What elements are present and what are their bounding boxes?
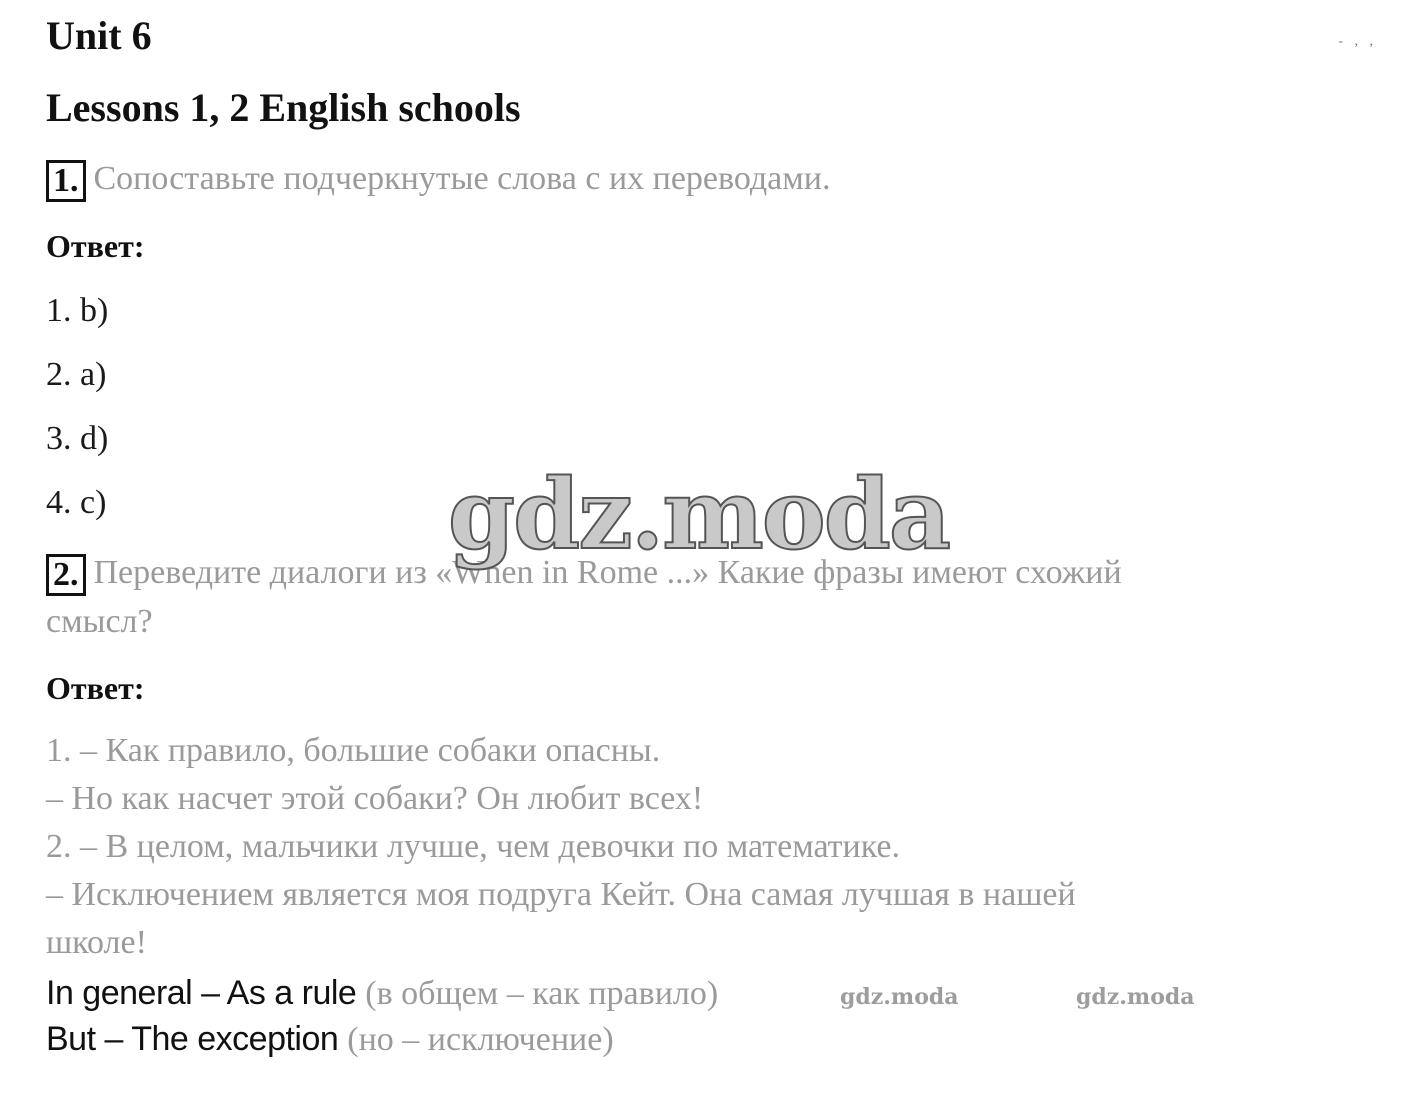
- phrase-pair-1: [46, 974, 718, 1013]
- answer-2-line: – Исключением является моя подруга Кейт. Она самая лучшая в нашей: [46, 876, 1076, 913]
- answer-1-item: 1. b): [46, 292, 109, 329]
- task-2-text-line2: смысл?: [46, 603, 153, 640]
- phrase-2-english: But – The exception: [46, 1020, 339, 1058]
- task-1: [46, 160, 830, 202]
- task-1-number: 1.: [46, 160, 86, 202]
- corner-marks: - , ,: [1338, 34, 1377, 49]
- answer-2-line: школе!: [46, 924, 147, 961]
- answer-1-item: 4. c): [46, 484, 107, 521]
- watermark-main: gdz.moda: [448, 458, 950, 571]
- answer-2-line: – Но как насчет этой собаки? Он любит всех!: [46, 780, 704, 817]
- answer-2-line: 2. – В целом, мальчики лучше, чем девочки по математике.: [46, 828, 901, 865]
- watermark-small: gdz.moda: [1076, 984, 1195, 1010]
- answer-1-label: Ответ:: [46, 228, 145, 264]
- answer-2-label: Ответ:: [46, 670, 145, 706]
- task-2-number: 2.: [46, 554, 86, 596]
- phrase-1-english: In general – As a rule: [46, 974, 357, 1012]
- unit-title: Unit 6: [46, 13, 152, 58]
- answer-1-item: 3. d): [46, 420, 109, 457]
- phrase-2-russian: (но – исключение): [347, 1021, 614, 1058]
- lesson-title: Lessons 1, 2 English schools: [46, 85, 521, 130]
- answer-1-item: 2. a): [46, 356, 107, 393]
- phrase-1-russian: (в общем – как правило): [365, 975, 719, 1012]
- task-1-text: Сопоставьте подчеркнутые слова с их переводами.: [93, 160, 831, 197]
- watermark-small: gdz.moda: [840, 984, 959, 1010]
- phrase-pair-2: [46, 1020, 614, 1059]
- answer-2-line: 1. – Как правило, большие собаки опасны.: [46, 732, 661, 769]
- task-2-text-line1: Переведите диалоги из «When in Rome ...» Какие фразы имеют схожий: [93, 554, 1122, 591]
